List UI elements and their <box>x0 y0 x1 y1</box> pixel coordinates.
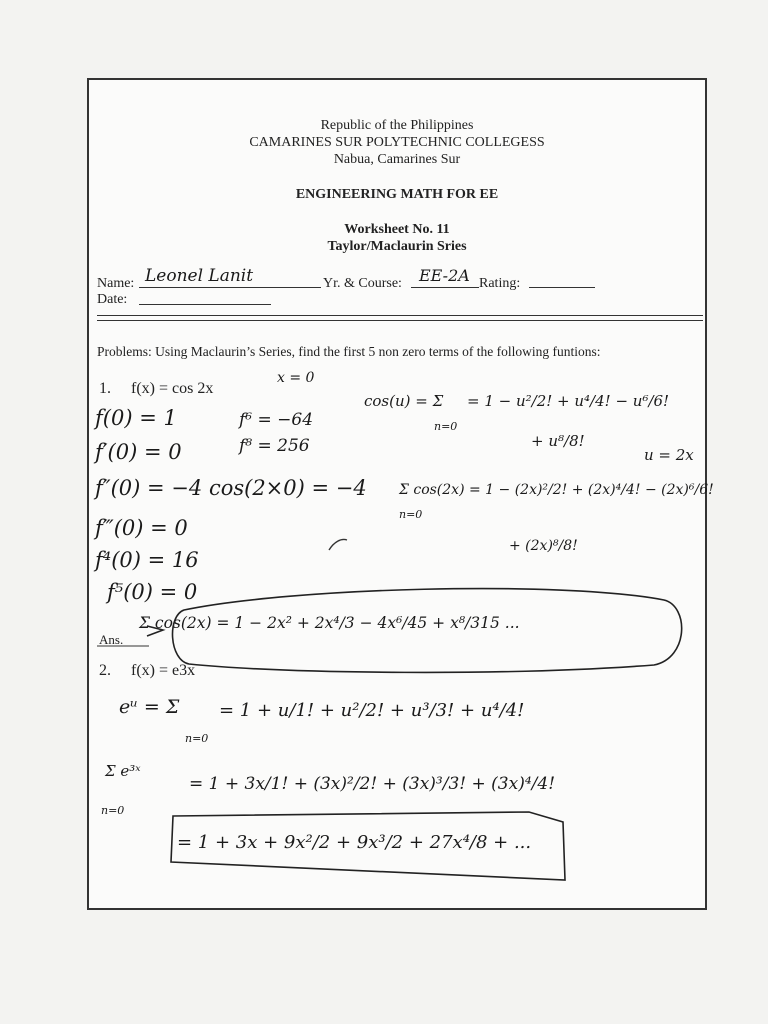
work-deriv-4: f⁴(0) = 16 <box>95 548 199 572</box>
header-republic: Republic of the Philippines <box>320 118 474 133</box>
work-deriv-5: f⁵(0) = 0 <box>107 580 198 604</box>
rating-label: Rating: <box>479 276 521 291</box>
work-e3x-n0: n=0 <box>101 804 125 817</box>
arrow-icon <box>147 626 163 636</box>
work-sum-cos2x-n0: n=0 <box>399 508 423 521</box>
work-e3x-series: = 1 + 3x/1! + (3x)²/2! + (3x)³/3! + (3x)⁴/4! <box>189 774 556 794</box>
answer-2-series: = 1 + 3x + 9x²/2 + 9x³/2 + 27x⁴/8 + ... <box>177 832 532 853</box>
work-deriv-6: f⁶ = −64 <box>239 410 314 430</box>
work-cos-u-series-2: + u⁸/8! <box>531 432 585 450</box>
problems-instruction: Problems: Using Maclaurin’s Series, find the first 5 non zero terms of the following funtions: <box>97 344 601 359</box>
answer-1-loop <box>173 589 682 673</box>
handwriting-marks <box>89 80 709 912</box>
answer-1-label: Ans. <box>99 632 124 647</box>
stray-mark <box>329 539 347 550</box>
work-cos-u-series: = 1 − u²/2! + u⁴/4! − u⁶/6! <box>467 392 670 410</box>
answer-2-box <box>171 812 565 880</box>
worksheet-number: Worksheet No. 11 <box>344 222 450 237</box>
answer-1-series: Σ cos(2x) = 1 − 2x² + 2x⁴/3 − 4x⁶/45 + x⁸/315 ... <box>139 614 520 632</box>
work-e3x-lhs: Σ e³ˣ <box>105 762 141 780</box>
work-deriv-3: f‴(0) = 0 <box>95 516 188 540</box>
work-sum-cos2x: Σ cos(2x) = 1 − (2x)²/2! + (2x)⁴/4! − (2x)⁶/6! <box>399 482 714 498</box>
work-deriv-0: f(0) = 1 <box>95 406 177 430</box>
yr-course-value: EE-2A <box>419 266 470 285</box>
name-value: Leonel Lanit <box>145 266 254 286</box>
work-cos-u-lhs: cos(u) = Σ <box>364 392 444 410</box>
work-u-substitution: u = 2x <box>644 446 694 464</box>
header-location: Nabua, Camarines Sur <box>333 152 461 167</box>
work-sum-cos2x-2: + (2x)⁸/8! <box>509 538 578 554</box>
problem-2-function: f(x) = e3x <box>131 662 196 679</box>
worksheet-sheet <box>87 78 714 910</box>
worksheet-topic: Taylor/Maclaurin Sries <box>327 239 467 254</box>
header-college: CAMARINES SUR POLYTECHNIC COLLEGESS <box>249 135 545 150</box>
subject-title: ENGINEERING MATH FOR EE <box>295 187 499 202</box>
date-label: Date: <box>97 292 128 307</box>
work-deriv-2: f″(0) = −4 cos(2×0) = −4 <box>95 476 367 500</box>
work-cos-u-n0: n=0 <box>434 420 458 433</box>
work-deriv-1: f′(0) = 0 <box>95 440 182 464</box>
problem-1-label: 1. <box>99 380 111 397</box>
yr-course-label: Yr. & Course: <box>323 276 402 291</box>
name-label: Name: <box>97 276 135 291</box>
work-deriv-8: f⁸ = 256 <box>239 436 310 456</box>
problem-1-function: f(x) = cos 2x <box>131 380 214 397</box>
work-eu-lhs: eᵘ = Σ <box>119 696 180 718</box>
work-eu-series: = 1 + u/1! + u²/2! + u³/3! + u⁴/4! <box>219 700 525 721</box>
work-eu-n0: n=0 <box>185 732 209 745</box>
problem-2-label: 2. <box>99 662 111 679</box>
work-x-equals-0: x = 0 <box>277 370 315 386</box>
